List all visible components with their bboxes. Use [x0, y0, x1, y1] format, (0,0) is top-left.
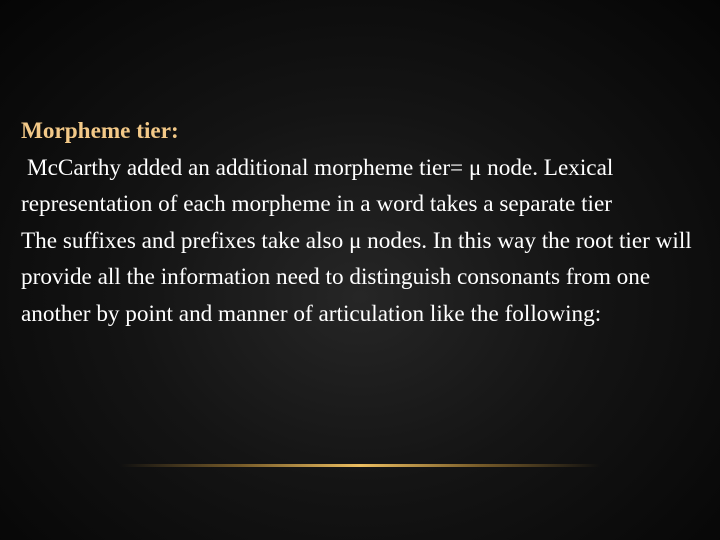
paragraph-suffixes-prefixes: The suffixes and prefixes take also μ nodes. In this way the root tier will provide all the information need to distinguish consonants from one another by point and manner of articulation like the following: [21, 227, 692, 327]
paragraph-mccarthy: McCarthy added an additional morpheme tier= μ node. Lexical representation of each morpheme in a word takes a separate tier [21, 154, 614, 218]
gold-divider-line [120, 464, 600, 467]
slide-heading: Morpheme tier: [21, 118, 179, 144]
slide-text-body [21, 113, 701, 333]
